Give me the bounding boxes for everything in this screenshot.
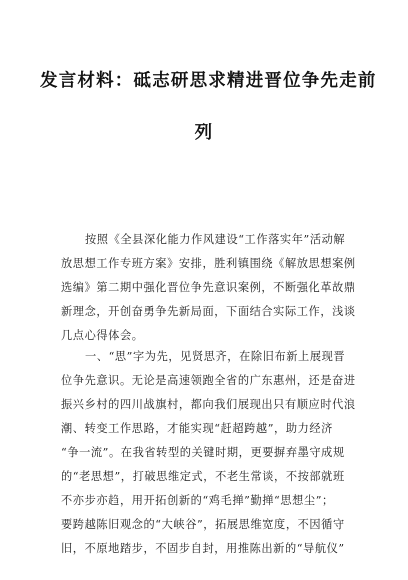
paragraph-line: 几点心得体会。 — [61, 329, 144, 342]
paragraph-line: 潮、转变工作思路，才能实现“赶超跨越”，助力经济 — [61, 422, 333, 435]
paragraph-line: 位争先意识。无论是高速领跑全省的广东惠州，还是奋进 — [61, 374, 356, 387]
paragraph-intro — [61, 228, 361, 348]
paragraph-line: “争一流”。在我省转型的关键时期，更要摒弃墨守成规 — [61, 446, 345, 459]
paragraph-line: 一、“思”字为先，见贤思齐，在除旧布新上展现晋 — [85, 350, 346, 363]
paragraph-line: 要跨越陈旧观念的“大峡谷”，拓展思维宽度，不因循守 — [61, 518, 345, 531]
paragraph-line: 放思想工作专班方案》安排，胜利镇围绕《解放思想案例 — [61, 257, 356, 270]
paragraph-line: 振兴乡村的四川战旗村，都向我们展现出只有顺应时代浪 — [61, 398, 356, 411]
paragraph-line: 不亦步亦趋，用开拓创新的“鸡毛掸”勤掸“思想尘”； — [61, 494, 334, 507]
document-title-line-1: 发言材料：砥志研思求精进晋位争先走前 — [40, 71, 377, 91]
document-title-line-2: 列 — [194, 123, 214, 143]
paragraph-line: 选编》第二期中强化晋位争先意识案例，不断强化革故鼎 — [61, 281, 356, 294]
paragraph-line: 按照《全县深化能力作风建设“工作落实年”活动解 — [85, 233, 346, 246]
paragraph-line: 旧，不原地踏步，不固步自封，用推陈出新的“导航仪” — [61, 542, 345, 555]
paragraph-line: 新理念，开创奋勇争先新局面，下面结合实际工作，浅谈 — [61, 305, 356, 318]
paragraph-section-one — [61, 345, 361, 561]
paragraph-line: 的“老思想”，打破思维定式，不老生常谈，不按部就班 — [61, 470, 345, 483]
